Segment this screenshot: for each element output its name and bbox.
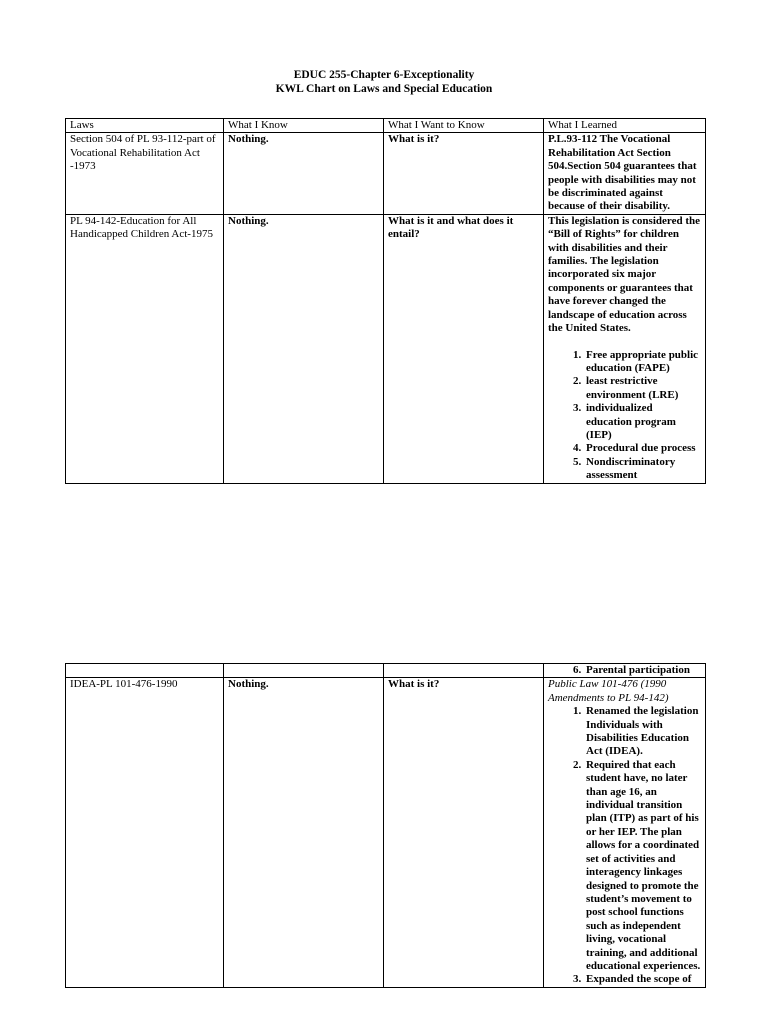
component-list [548,349,701,483]
document-subtitle: KWL Chart on Laws and Special Education [275,82,493,95]
idea-list [548,705,701,987]
list-item: 2. Required that each student have, no later than age 16, an individual transition plan (ITP) as part of his or her IEP. The plan allows for a coordinated set of activities and interagency linkages designed to promote the student’s movement to post school functions such as independent living, vocational training, and additional educational experiences. [584,759,701,974]
law-cell: IDEA-PL 101-476-1990 [66,678,224,987]
learned-cell [544,678,706,987]
kwl-table-continued [65,663,706,988]
header-what-i-learned: What I Learned [544,119,706,133]
law-cell: Section 504 of PL 93-112-part of Vocational Rehabilitation Act -1973 [66,133,224,214]
learned-intro: Public Law 101-476 (1990 Amendments to PL 94-142) [548,678,669,704]
list-item: 2. least restrictive environment (LRE) [584,375,701,402]
list-item: 6. Parental participation [584,664,701,677]
want-cell: What is it? [384,133,544,214]
document-title: EDUC 255-Chapter 6-Exceptionality [293,69,475,81]
list-item: 4. Procedural due process [584,442,701,455]
want-cell: What is it? [384,678,544,987]
know-cell: Nothing. [224,678,384,987]
table-row [66,133,706,214]
kwl-table [65,118,706,484]
list-item: 1. Free appropriate public education (FAPE) [584,349,701,376]
header-laws: Laws [66,119,224,133]
table-row [66,214,706,483]
list-item: 3. individualized education program (IEP) [584,402,701,442]
learned-cell [544,664,706,678]
want-cell: What is it and what does it entail? [384,214,544,483]
list-item: 3. Expanded the scope of [584,973,701,986]
learned-cell: P.L.93-112 The Vocational Rehabilitation Act Section 504.Section 504 guarantees that people with disabilities may not be discriminated against because of their disability. [544,133,706,214]
learned-cell [544,214,706,483]
component-list [548,664,701,677]
law-cell: PL 94-142-Education for All Handicapped Children Act-1975 [66,214,224,483]
table-row [66,664,706,678]
know-cell: Nothing. [224,214,384,483]
learned-text: This legislation is considered the “Bill of Rights” for children with disabilities and their families. The legislation incorporated six major components or guarantees that have forever changed the landscape of education across the United States. [548,214,700,335]
document-header [0,69,768,96]
header-what-i-want-to-know: What I Want to Know [384,119,544,133]
know-cell: Nothing. [224,133,384,214]
header-what-i-know: What I Know [224,119,384,133]
list-item: 5. Nondiscriminatory assessment [584,456,701,483]
list-item: 1. Renamed the legislation Individuals with Disabilities Education Act (IDEA). [584,705,701,759]
table-header-row [66,119,706,133]
table-row [66,678,706,987]
